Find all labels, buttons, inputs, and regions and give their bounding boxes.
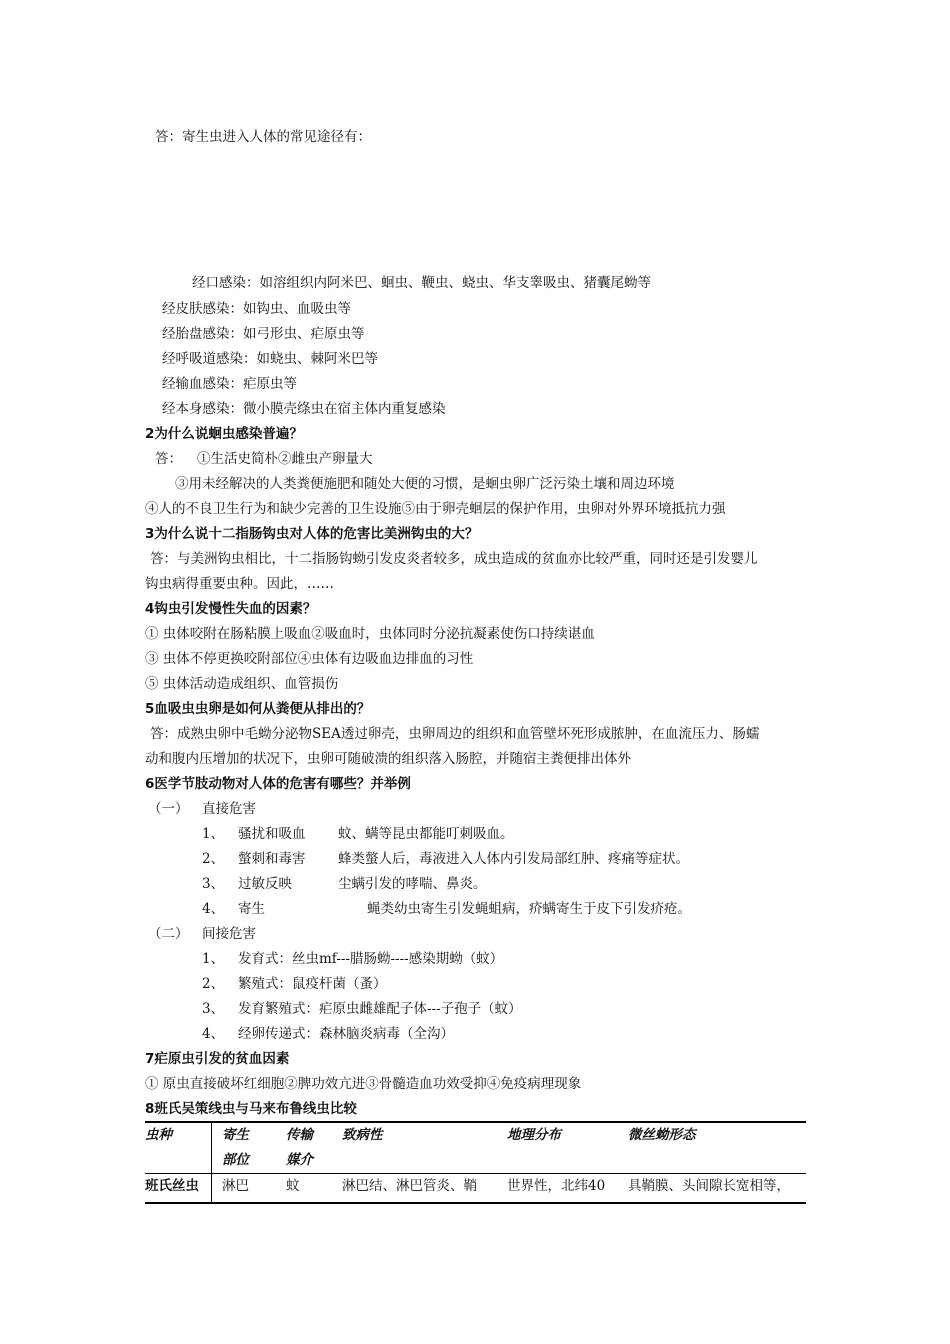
indirect-item-text: 发育繁殖式：疟原虫雌雄配子体---子孢子（蚊）: [238, 1001, 522, 1017]
route-placenta: 经胎盘感染：如弓形虫、疟原虫等: [162, 326, 365, 342]
q8-title: 8班氏吴策线虫与马来布鲁线虫比较: [145, 1101, 357, 1117]
table-header-row: [145, 1122, 806, 1174]
header-morphology: 微丝蚴形态: [628, 1122, 806, 1174]
q7-line: ① 原虫直接破坏红细胞②脾功效亢进③骨髓造血功效受抑④免疫病理现象: [145, 1076, 582, 1092]
q5-line-1: 答：成熟虫卵中毛蚴分泌物SEA透过卵壳，虫卵周边的组织和血管壁坏死形成脓肿，在血流压力、肠蠕: [150, 726, 760, 742]
direct-item-desc: 蝇类幼虫寄生引发蝇蛆病，疥螨寄生于皮下引发疥疮。: [367, 901, 691, 917]
q3-title: 3为什么说十二指肠钩虫对人体的危害比美洲钩虫的大？: [145, 526, 479, 542]
cell-vector: 蚊: [286, 1174, 342, 1204]
q4-line-1: ① 虫体咬附在肠粘膜上吸血②吸血时，虫体同时分泌抗凝素使伤口持续谌血: [145, 626, 595, 642]
direct-item-number: 1、: [202, 826, 225, 842]
route-transfusion: 经输血感染：疟原虫等: [162, 376, 297, 392]
route-autoinfection: 经本身感染：微小膜壳绦虫在宿主体内重复感染: [162, 401, 446, 417]
cell-morphology: 具鞘膜、头间隙长宽相等，: [628, 1174, 806, 1204]
direct-item-desc: 尘螨引发的哮喘、鼻炎。: [338, 876, 487, 892]
indirect-item-number: 4、: [202, 1026, 225, 1042]
direct-item-number: 2、: [202, 851, 225, 867]
indirect-item-text: 经卵传递式：森林脑炎病毒（全沟）: [238, 1026, 454, 1042]
q3-line-1: 答：与美洲钩虫相比，十二指肠钩蚴引发皮炎者较多，成虫造成的贫血亦比较严重，同时还是引发婴儿: [150, 551, 758, 567]
indirect-item-number: 1、: [202, 951, 225, 967]
cell-distribution: 世界性，北纬40: [507, 1174, 628, 1204]
q2-line-1: ①生活史简朴②雌虫产卵量大: [197, 451, 373, 467]
direct-item-name: 过敏反映: [238, 876, 292, 892]
direct-item-number: 4、: [202, 901, 225, 917]
q6-sec1-number: （一）: [148, 801, 189, 817]
q2-answer-label: 答：: [155, 451, 182, 467]
q2-line-3: ④人的不良卫生行为和缺少完善的卫生设施⑤由于卵壳蛔层的保护作用，虫卵对外界环境抵抗力强: [145, 501, 726, 517]
indirect-item-text: 发育式：丝虫mf---腊肠蚴----感染期蚴（蚊）: [238, 951, 504, 967]
table-row: [145, 1174, 806, 1204]
answer-intro: 答：寄生虫进入人体的常见途径有：: [155, 129, 371, 145]
cell-site: 淋巴: [212, 1174, 287, 1204]
route-oral: 经口感染：如溶组织内阿米巴、蛔虫、鞭虫、蛲虫、华支睾吸虫、猪囊尾蚴等: [192, 275, 651, 291]
direct-item-desc: 蚊、螨等昆虫都能叮刺吸血。: [338, 826, 514, 842]
q7-title: 7疟原虫引发的贫血因素: [145, 1051, 290, 1067]
q6-title: 6医学节肢动物对人体的危害有哪些？并举例: [145, 776, 411, 792]
q5-title: 5血吸虫虫卵是如何从粪便从排出的？: [145, 701, 371, 717]
q4-line-2: ③ 虫体不停更换咬附部位④虫体有边吸血边排血的习性: [145, 651, 474, 667]
indirect-item-number: 2、: [202, 976, 225, 992]
route-respiratory: 经呼吸道感染：如蛲虫、棘阿米巴等: [162, 351, 378, 367]
direct-item-name: 螫刺和毒害: [238, 851, 306, 867]
header-distribution: 地理分布: [507, 1122, 628, 1174]
q4-line-3: ⑤ 虫体活动造成组织、血管损伤: [145, 676, 339, 692]
q5-line-2: 动和腹内压增加的状况下，虫卵可随破溃的组织落入肠腔，并随宿主粪便排出体外: [145, 751, 631, 767]
cell-pathogenicity: 淋巴结、淋巴管炎、鞘: [342, 1174, 507, 1204]
q6-sec1-label: 直接危害: [202, 801, 256, 817]
header-pathogenicity: 致病性: [342, 1122, 507, 1174]
q6-sec2-label: 间接危害: [202, 926, 256, 942]
direct-item-desc: 蜂类螫人后，毒液进入人体内引发局部红肿、疼痛等症状。: [338, 851, 689, 867]
q2-title: 2为什么说蛔虫感染普遍？: [145, 426, 303, 442]
header-vector-line2: 媒介: [286, 1152, 313, 1168]
q3-line-2: 钩虫病得重要虫种。因此，……: [145, 576, 334, 592]
direct-item-name: 寄生: [238, 901, 265, 917]
cell-species: 班氏丝虫: [145, 1174, 212, 1204]
direct-item-number: 3、: [202, 876, 225, 892]
header-vector-line1: 传输: [286, 1127, 313, 1143]
header-site-line2: 部位: [222, 1152, 249, 1168]
header-site: [212, 1122, 287, 1174]
indirect-item-text: 繁殖式：鼠疫杆菌（蚤）: [238, 976, 387, 992]
q4-title: 4钩虫引发慢性失血的因素？: [145, 601, 317, 617]
header-species: 虫种: [145, 1122, 212, 1174]
header-vector: [286, 1122, 342, 1174]
q6-sec2-number: （二）: [148, 926, 189, 942]
comparison-table: [145, 1121, 806, 1204]
q2-line-2: ③用未经解决的人类粪便施肥和随处大便的习惯，是蛔虫卵广泛污染土壤和周边环境: [175, 476, 675, 492]
header-site-line1: 寄生: [222, 1127, 249, 1143]
direct-item-name: 骚扰和吸血: [238, 826, 306, 842]
route-skin: 经皮肤感染：如钩虫、血吸虫等: [162, 301, 351, 317]
indirect-item-number: 3、: [202, 1001, 225, 1017]
